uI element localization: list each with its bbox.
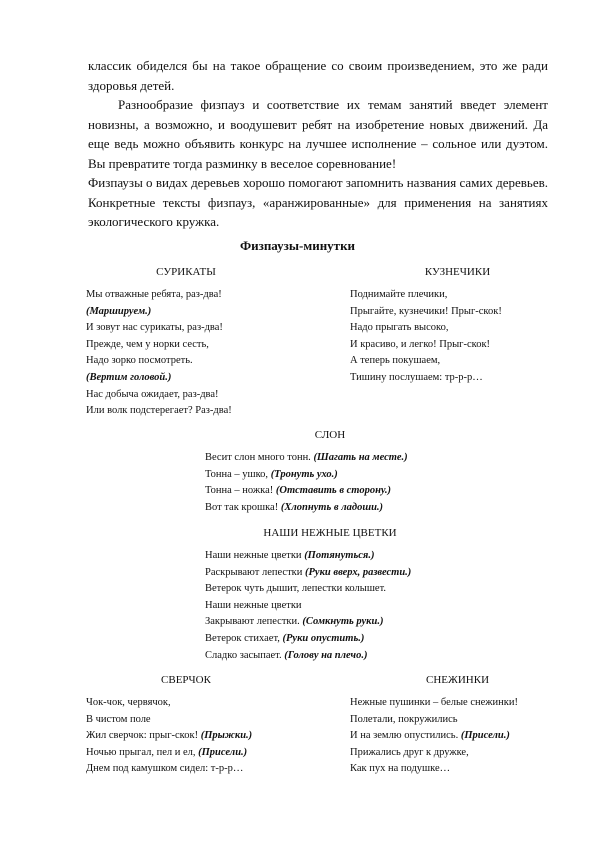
poem-title: НАШИ НЕЖНЫЕ ЦВЕТКИ xyxy=(263,527,397,539)
poem-line xyxy=(86,695,286,712)
poem-line-text: Наши нежные цветки xyxy=(205,599,302,611)
poem-line-text: Прижались друг к дружке, xyxy=(350,746,469,758)
poem-line-text: Ветерок чуть дышит, лепестки колышет. xyxy=(205,583,387,595)
poem-line-text: Жил сверчок: прыг-скок! xyxy=(86,730,201,742)
stage-direction: (Руки вверх, развести.) xyxy=(305,566,412,578)
poem-line xyxy=(350,304,565,321)
poem-snezhinki xyxy=(350,674,565,778)
poem-line xyxy=(205,565,455,582)
poem-line-text: В чистом поле xyxy=(86,713,151,725)
poem-title: СЛОН xyxy=(314,429,346,441)
poem-kuznechiki xyxy=(350,266,565,387)
stage-direction: (Тронуть ухо.) xyxy=(270,468,338,480)
poem-line xyxy=(205,450,455,467)
poem-line xyxy=(350,761,565,778)
poem-title: СВЕРЧОК xyxy=(161,674,211,686)
poem-sverchok xyxy=(86,674,286,778)
poem-line xyxy=(205,500,455,517)
poem-line xyxy=(205,648,455,665)
poem-line-text: Нас добыча ожидает, раз-два! xyxy=(86,388,219,400)
poem-lines xyxy=(86,287,286,420)
poem-line-text: Вот так крошка! xyxy=(205,501,281,513)
stage-direction: (Отставить в сторону.) xyxy=(275,485,392,497)
poem-line xyxy=(86,761,286,778)
stage-direction: (Хлопнуть в ладоши.) xyxy=(280,501,384,513)
poem-line-text: Надо прыгать высоко, xyxy=(350,322,449,334)
intro-paragraph-2: Разнообразие физпауз и соответствие их темам занятий введет элемент новизны, а возможно, и воодушевит ребят на изобретение новых движений. Да еще ведь можно объявить конкурс на лучшее исполнение – сольное или дуэтом. Вы превратите тогда разминку в веселое соревнование! xyxy=(88,97,548,171)
poem-line-text: Полетали, покружились xyxy=(350,713,458,725)
poem-line xyxy=(86,337,286,354)
intro-paragraph-1: классик обиделся бы на такое обращение со своим произведением, это же ради здоровья детей. xyxy=(88,58,548,93)
poem-line-text: И зовут нас сурикаты, раз-два! xyxy=(86,322,223,334)
poem-line xyxy=(86,728,286,745)
poem-line-text: Ветерок стихает, xyxy=(205,632,283,644)
poem-line-text: Мы отважные ребята, раз-два! xyxy=(86,289,222,300)
poem-line-text: Ночью прыгал, пел и ел, xyxy=(86,746,199,758)
poem-line-text: Наши нежные цветки xyxy=(205,550,305,561)
poem-line xyxy=(350,728,565,745)
poem-line-text: Поднимайте плечики, xyxy=(350,289,448,300)
stage-direction: (Шагать на месте.) xyxy=(313,452,408,463)
poem-lines xyxy=(205,450,455,516)
poem-line-text: Как пух на подушке… xyxy=(350,763,451,775)
poem-lines xyxy=(350,695,565,778)
poem-line xyxy=(86,353,286,370)
poem-line xyxy=(205,581,455,598)
poem-line-text: Прежде, чем у норки сесть, xyxy=(86,338,209,350)
poem-title: СУРИКАТЫ xyxy=(156,266,216,278)
poem-line-text: Днем под камушком сидел: т-р-р… xyxy=(86,763,244,775)
stage-direction: (Сомкнуть руки.) xyxy=(302,616,384,628)
poem-line-text: Прыгайте, кузнечики! Прыг-скок! xyxy=(350,305,502,317)
stage-direction: (Руки опустить.) xyxy=(282,632,365,644)
poem-lines xyxy=(350,287,565,387)
poem-line-text: Тонна – ушко, xyxy=(205,468,271,480)
stage-direction: (Вертим головой.) xyxy=(86,371,172,383)
poem-line-text: Нежные пушинки – белые снежинки! xyxy=(350,697,518,708)
poem-line xyxy=(350,320,565,337)
poem-line-text: Закрывают лепестки. xyxy=(205,616,303,628)
poem-tsvetki xyxy=(205,527,455,664)
intro-paragraph-3: Физпаузы о видах деревьев хорошо помогают запомнить названия самих деревьев. Конкретные тексты физпауз, «аранжированные» для применения на занятиях экологического кружка. xyxy=(88,175,548,229)
poem-line-text: Чок-чок, червячок, xyxy=(86,697,171,708)
poem-line xyxy=(86,712,286,729)
stage-direction: (Потянуться.) xyxy=(304,550,375,561)
poem-line xyxy=(350,695,565,712)
poem-line-text: Раскрывают лепестки xyxy=(205,566,306,578)
poem-line xyxy=(205,598,455,615)
poem-lines xyxy=(86,695,286,778)
poem-line xyxy=(350,353,565,370)
poem-line xyxy=(86,387,286,404)
poem-line xyxy=(205,548,455,565)
poem-line xyxy=(350,287,565,304)
poem-line-text: И на землю опустились. xyxy=(350,730,461,742)
poem-surikaty xyxy=(86,266,286,420)
poem-line-text: Или волк подстерегает? Раз-два! xyxy=(86,405,232,417)
poem-line-text: А теперь покушаем, xyxy=(350,355,441,367)
poem-line xyxy=(350,745,565,762)
stage-direction: (Прыжки.) xyxy=(200,730,253,742)
stage-direction: (Присели.) xyxy=(198,746,248,758)
poem-line xyxy=(86,403,286,420)
poem-line xyxy=(350,712,565,729)
poem-line xyxy=(86,745,286,762)
intro-text xyxy=(88,56,548,232)
poem-lines xyxy=(205,548,455,664)
poem-line xyxy=(86,320,286,337)
poem-line-text: Надо зорко посмотреть. xyxy=(86,355,193,367)
poem-line-text: Сладко засыпает. xyxy=(205,649,285,661)
poem-line xyxy=(86,370,286,387)
poem-line xyxy=(205,614,455,631)
poem-line xyxy=(86,287,286,304)
poem-title: СНЕЖИНКИ xyxy=(425,674,490,686)
poem-line-text: Весит слон много тонн. xyxy=(205,452,314,463)
poem-line xyxy=(205,483,455,500)
poem-slon xyxy=(205,429,455,516)
poem-title: КУЗНЕЧИКИ xyxy=(424,266,491,278)
stage-direction: (Голову на плечо.) xyxy=(284,649,368,661)
poem-line-text: Тонна – ножка! xyxy=(205,485,276,497)
poem-line-text: Тишину послушаем: тр-р-р… xyxy=(350,371,483,383)
poem-line-text: И красиво, и легко! Прыг-скок! xyxy=(350,338,491,350)
stage-direction: (Маршируем.) xyxy=(86,305,152,317)
poem-line xyxy=(350,337,565,354)
section-title: Физпаузы-минутки xyxy=(239,238,356,253)
poem-line xyxy=(86,304,286,321)
stage-direction: (Присели.) xyxy=(460,730,510,742)
poem-line xyxy=(205,631,455,648)
poem-line xyxy=(350,370,565,387)
poem-line xyxy=(205,467,455,484)
